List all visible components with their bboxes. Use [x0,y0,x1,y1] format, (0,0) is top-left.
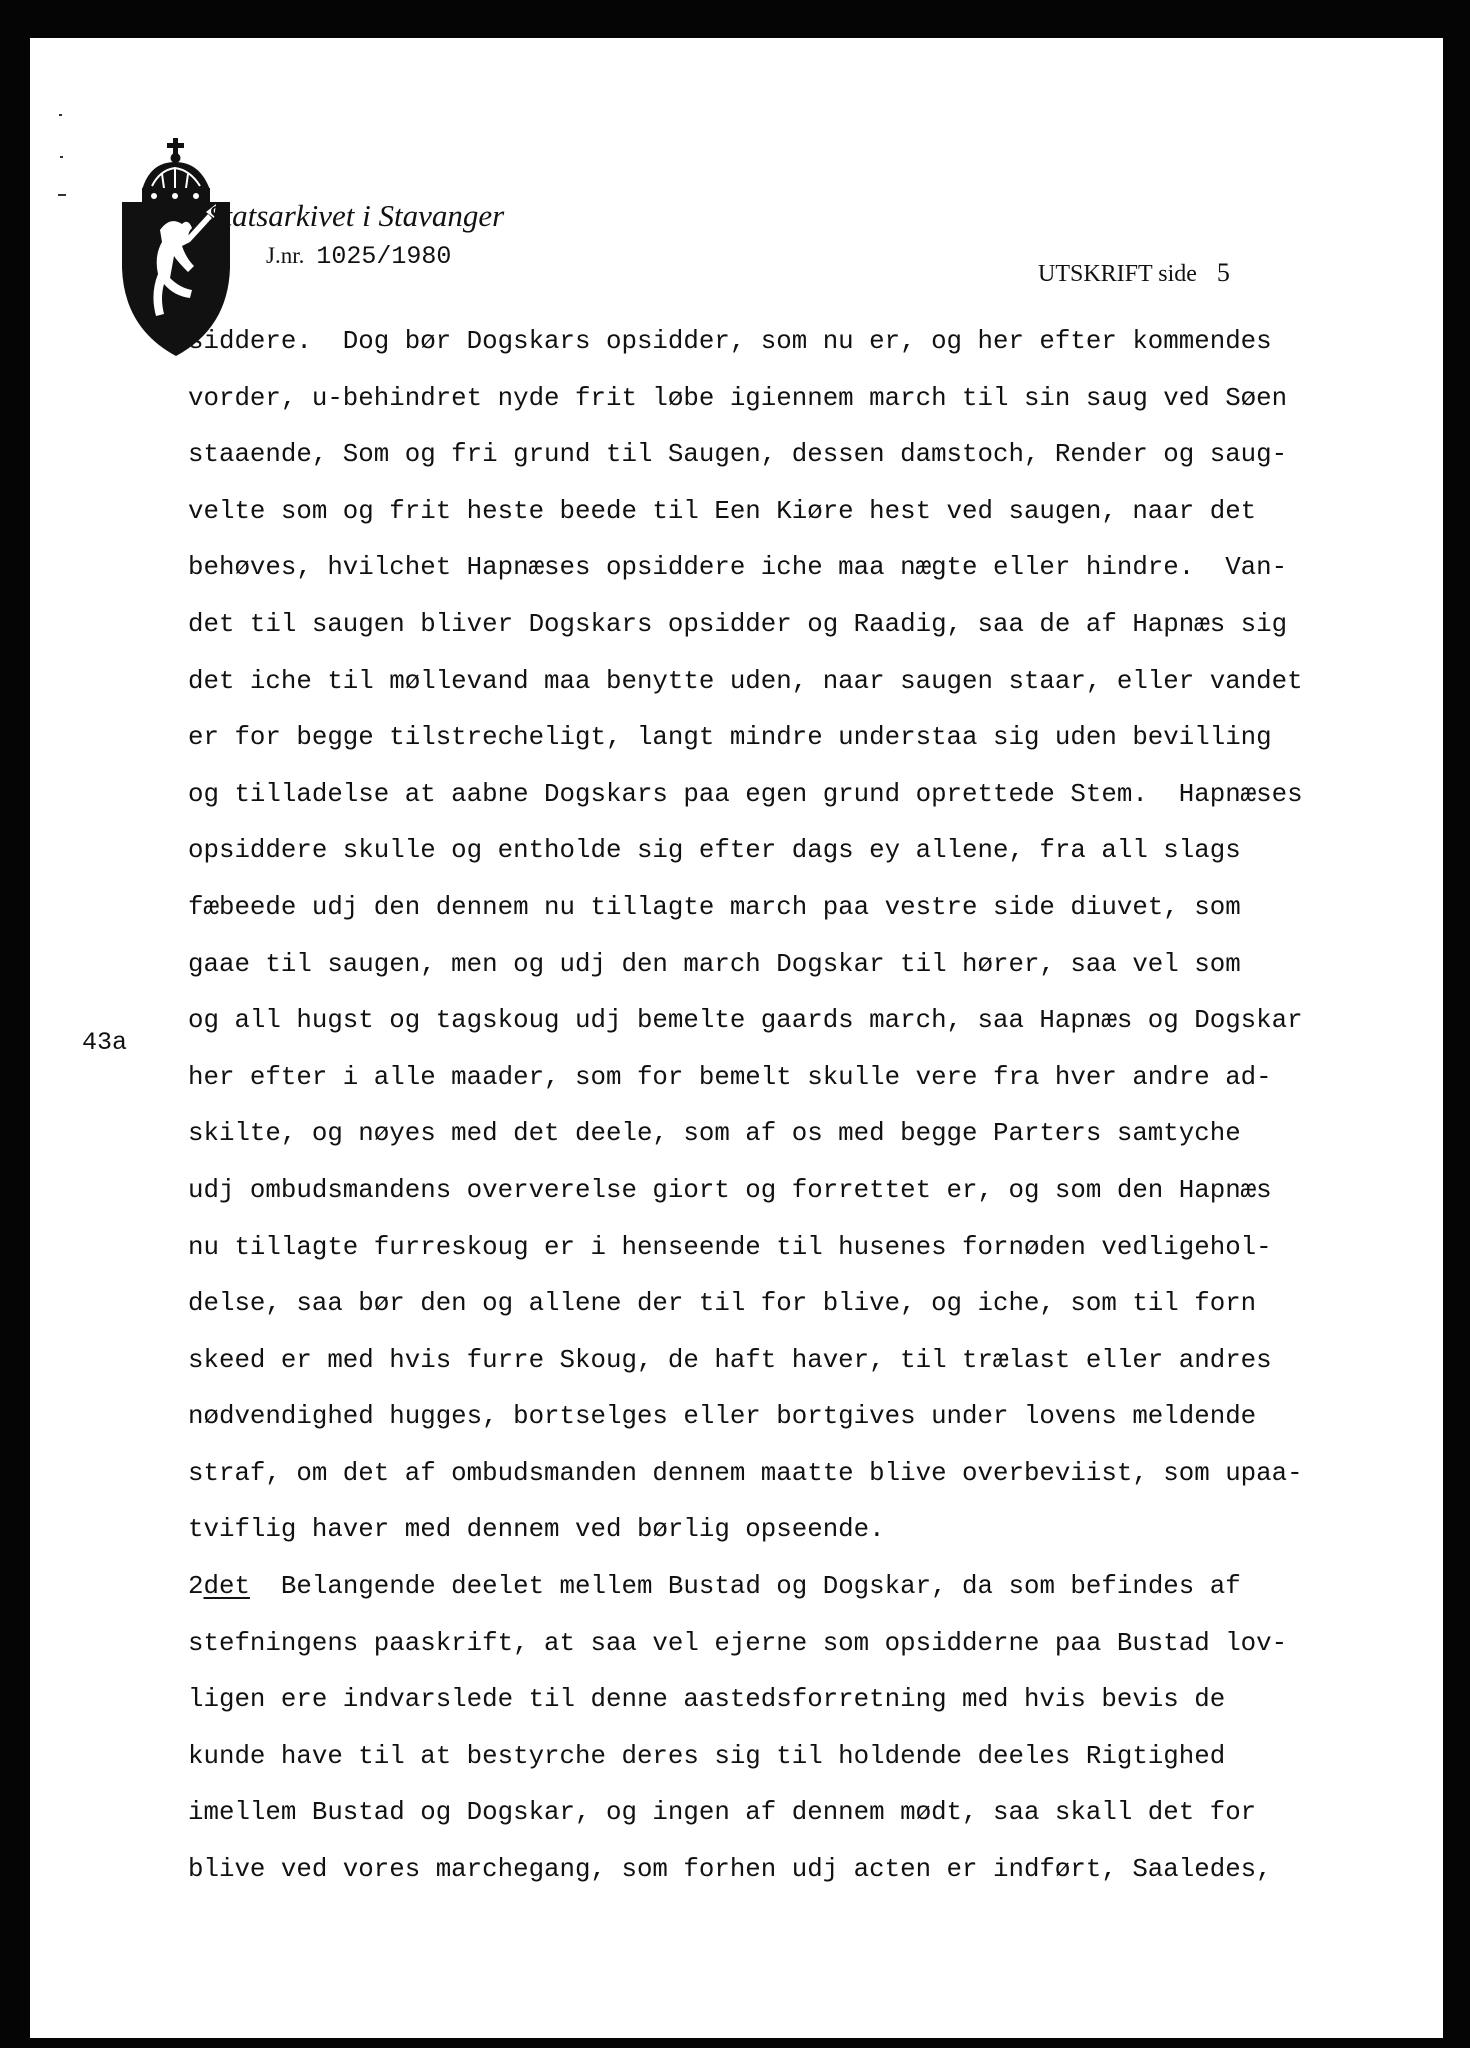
scan-speck [60,156,63,158]
scan-speck [59,114,62,116]
scan-speck [58,194,66,196]
text-line: stefningens paaskrift, at saa vel ejerne som opsidderne paa Bustad lov- [188,1628,1288,1658]
text-line: blive ved vores marchegang, som forhen udj acten er indført, Saaledes, [188,1855,1272,1885]
journal-number: 1025/1980 [316,242,452,271]
archive-name: Statsarkivet i Stavanger [208,198,505,233]
text-line: nødvendighed hugges, bortselges eller bortgives under lovens meldende [188,1402,1257,1432]
text-line: gaae til saugen, men og udj den march Dogskar til hører, saa vel som [188,949,1241,979]
text-line: og tilladelse at aabne Dogskars paa egen grund oprettede Stem. Hapnæses [188,779,1303,809]
text-line: delse, saa bør den og allene der til for blive, og iche, som til forn [188,1289,1257,1319]
text-line: opsiddere skulle og entholde sig efter dags ey allene, fra all slags [188,836,1241,866]
transcript-body [188,314,1438,1899]
document-page [30,38,1443,2038]
text-line: kunde have til at bestyrche deres sig til holdende deeles Rigtighed [188,1741,1226,1771]
text-line: skeed er med hvis furre Skoug, de haft haver, til trælast eller andres [188,1345,1272,1375]
text-line: behøves, hvilchet Hapnæses opsiddere iche maa nægte eller hindre. Van- [188,553,1288,583]
section-heading-line [188,1559,1438,1616]
text-line: her efter i alle maader, som for bemelt skulle vere fra hver andre ad- [188,1062,1272,1092]
text-line: imellem Bustad og Dogskar, og ingen af dennem mødt, saa skall det for [188,1798,1257,1828]
text-line: tviflig haver med dennem ved børlig opseende. [188,1515,885,1545]
section-number: 2 [188,1572,204,1602]
journal-number-line [266,242,451,271]
text-line: udj ombudsmandens oververelse giort og forrettet er, og som den Hapnæs [188,1175,1272,1205]
section-ordinal-suffix: det [203,1572,250,1602]
text-line: staaende, Som og fri grund til Saugen, dessen damstoch, Render og saug- [188,440,1288,470]
transcript-page-label [1038,258,1230,288]
text-line: nu tillagte furreskoug er i henseende til husenes fornøden vedligehol- [188,1232,1272,1262]
text-line: straf, om det af ombudsmanden dennem maatte blive overbeviist, som upaa- [188,1458,1303,1488]
text-line: skilte, og nøyes med det deele, som af os med begge Parters samtyche [188,1119,1241,1149]
text-line: velte som og frit heste beede til Een Kiøre hest ved saugen, naar det [188,496,1257,526]
page-number: 5 [1216,258,1230,287]
journal-number-label: J.nr. [266,243,305,268]
text-line: og all hugst og tagskoug udj bemelte gaards march, saa Hapnæs og Dogskar [188,1006,1303,1036]
text-line: det iche til møllevand maa benytte uden, naar saugen staar, eller vandet [188,666,1303,696]
text-line: siddere. Dog bør Dogskars opsidder, som nu er, og her efter kommendes [188,327,1272,356]
text-line: ligen ere indvarslede til denne aastedsforretning med hvis bevis de [188,1685,1226,1715]
margin-note: 43a [82,1028,128,1057]
text-line: fæbeede udj den dennem nu tillagte march paa vestre side diuvet, som [188,892,1241,922]
section-first-line-text: Belangende deelet mellem Bustad og Dogskar, da som befindes af [249,1572,1241,1602]
transcript-label: UTSKRIFT side [1038,261,1197,287]
text-line: vorder, u-behindret nyde frit løbe igiennem march til sin saug ved Søen [188,383,1288,413]
text-line: er for begge tilstrecheligt, langt mindre understaa sig uden bevilling [188,723,1272,753]
text-line: det til saugen bliver Dogskars opsidder og Raadig, saa de af Hapnæs sig [188,609,1288,639]
